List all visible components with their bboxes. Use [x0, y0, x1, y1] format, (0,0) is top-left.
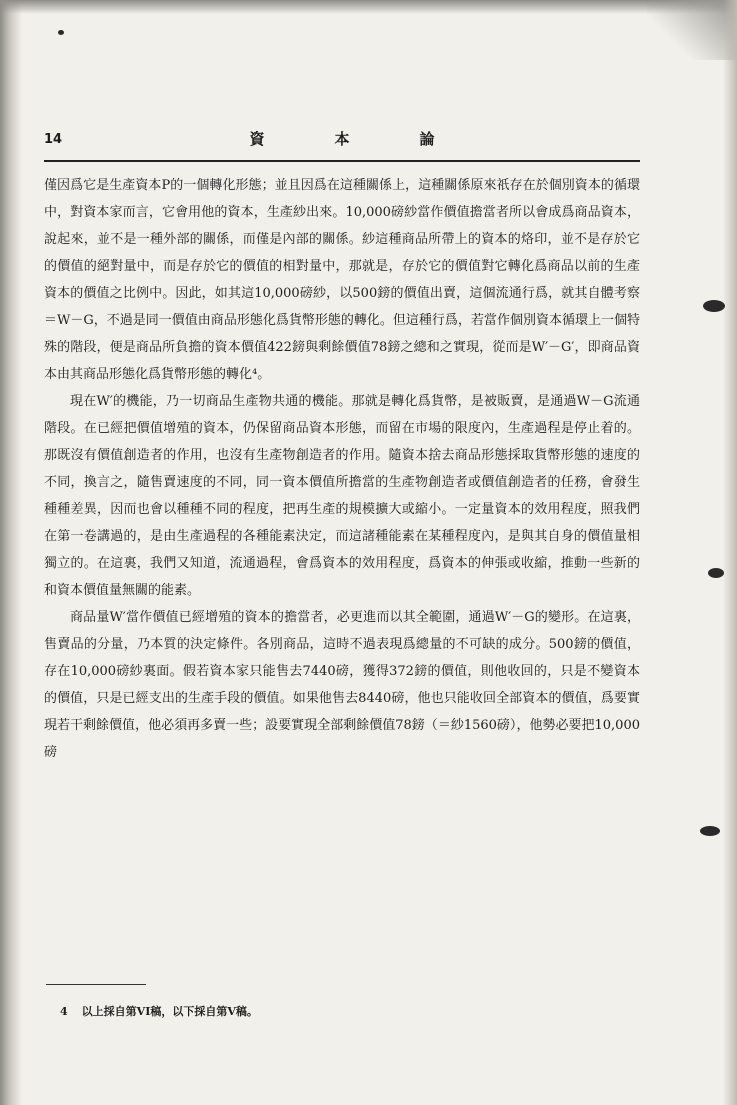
- ink-speck: [58, 30, 64, 35]
- page-header: [44, 126, 640, 156]
- page-number: 14: [44, 132, 63, 147]
- scan-shadow-top: [0, 0, 737, 14]
- ink-speck: [703, 300, 725, 312]
- body-text: [44, 172, 640, 766]
- footnote-rule: [46, 984, 146, 985]
- paragraph: 商品量W′當作價值已經增殖的資本的擔當者，必更進而以其全範圍，通過W′－G的變形。在這裏，售賣品的分量，乃本質的決定條件。各別商品，這時不過表現爲總量的不可缺的成分。500鎊的價值，存在10,000磅紗裏面。假若資本家只能售去7440磅，獲得372鎊的價值，則他收回的，只是不變資本的價值，只是已經支出的生產手段的價值。如果他售去8440磅，他也只能收回全部資本的價值，爲要實現若干剩餘價值，他必須再多賣一些；設要實現全部剩餘價值78鎊（＝紗1560磅），他勢必要把10,000磅: [44, 610, 640, 760]
- scan-shadow-right: [723, 0, 737, 1105]
- paragraph: 僅因爲它是生產資本P的一個轉化形態；並且因爲在這種關係上，這種關係原來祇存在於個別資本的循環中，對資本家而言，它會用他的資本，生產紗出來。10,000磅紗當作價值擔當者所以會成爲商品資本，說起來，並不是一種外部的關係，而僅是內部的關係。紗這種商品所帶上的資本的烙印，並不是存於它的價值的絕對量中，而是存於它的價值的相對量中，那就是，存於它的價值對它轉化爲商品以前的生產資本的價值之比例中。因此，如其這10,000磅紗，以500鎊的價值出賣，這個流通行爲，就其自體考察＝W－G，不過是同一價值由商品形態化爲貨幣形態的轉化。但這種行爲，若當作個別資本循環上一個特殊的階段，便是商品所負擔的資本價值422鎊與剩餘價值78鎊之總和之實現，從而是W′－G′，即商品資本由其商品形態化爲貨幣形態的轉化⁴。: [44, 178, 640, 382]
- footnote: [60, 1003, 620, 1019]
- running-title: 資本論: [249, 130, 505, 148]
- scan-shadow-left: [0, 0, 22, 1105]
- footnote-mark: 4: [60, 1005, 68, 1018]
- ink-speck: [700, 826, 720, 836]
- header-rule: [44, 160, 640, 162]
- ink-speck: [708, 568, 724, 578]
- footnote-text: 以上採自第VI稿，以下採自第V稿。: [81, 1005, 258, 1018]
- paragraph: 現在W′的機能，乃一切商品生產物共通的機能。那就是轉化爲貨幣，是被販賣，是通過W－G流通階段。在已經把價值增殖的資本，仍保留商品資本形態，而留在市場的限度內，生產過程是停止着的。那既沒有價值創造者的作用，也沒有生產物創造者的作用。隨資本捨去商品形態採取貨幣形態的速度的不同，換言之，隨售賣速度的不同，同一資本價值所擔當的生產物創造者或價值創造者的任務，會發生種種差異，因而也會以種種不同的程度，把再生產的規模擴大或縮小。一定量資本的效用程度，照我們在第一卷講過的，是由生產過程的各種能素決定，而這諸種能素在某種程度內，是與其自身的價值量相獨立的。在這裏，我們又知道，流通過程，會爲資本的效用程度，爲資本的伸張或收縮，推動一些新的和資本價值量無關的能素。: [44, 394, 640, 598]
